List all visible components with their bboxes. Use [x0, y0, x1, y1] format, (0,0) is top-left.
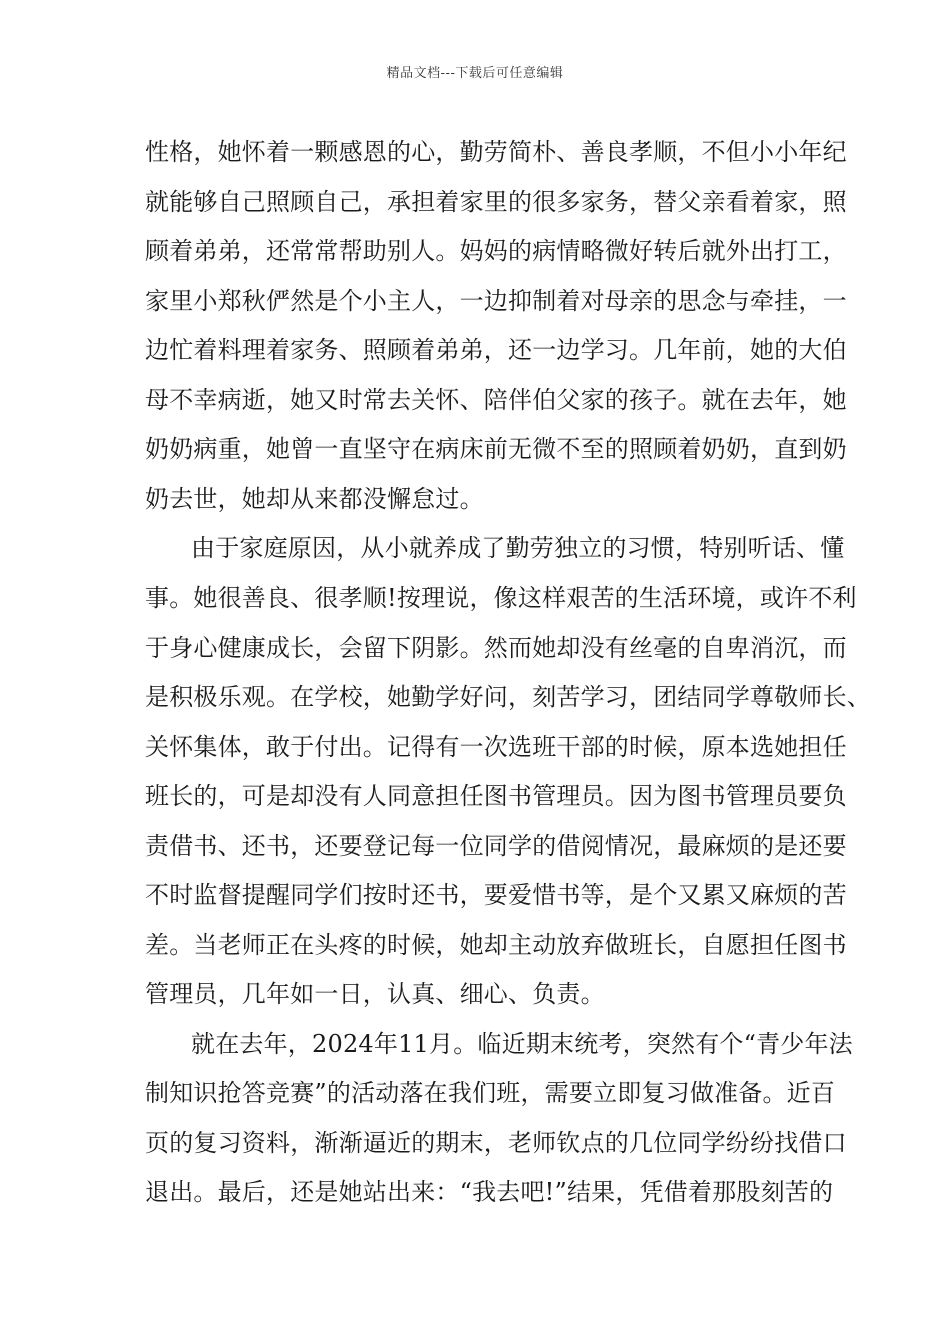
- text-line: 事。她很善良、很孝顺!按理说，像这样艰苦的生活环境，或许不利: [145, 584, 857, 612]
- text-line: 母不幸病逝，她又时常去关怀、陪伴伯父家的孩子。就在去年，她: [145, 386, 847, 414]
- text-line: 于身心健康成长，会留下阴影。然而她却没有丝毫的自卑消沉，而: [145, 634, 847, 662]
- text-line: 边忙着料理着家务、照顾着弟弟，还一边学习。几年前，她的大伯: [145, 336, 847, 364]
- paragraph-first-line: 由于家庭原因，从小就养成了勤劳独立的习惯，特别听话、懂: [191, 534, 845, 562]
- text-line: 奶奶病重，她曾一直坚守在病床前无微不至的照顾着奶奶，直到奶: [145, 435, 847, 463]
- text-line: 奶去世，她却从来都没懈怠过。: [145, 485, 484, 513]
- text-line: 不时监督提醒同学们按时还书，要爱惜书等，是个又累又麻烦的苦: [145, 881, 847, 909]
- text-line: 差。当老师正在头疼的时候，她却主动放弃做班长，自愿担任图书: [145, 931, 847, 959]
- text-line: 性格，她怀着一颗感恩的心，勤劳简朴、善良孝顺，不但小小年纪: [145, 138, 847, 166]
- page-header: 精品文档---下载后可任意编辑: [386, 66, 564, 81]
- text-line: 关怀集体，敢于付出。记得有一次选班干部的时候，原本选她担任: [145, 733, 847, 761]
- text-line: 顾着弟弟，还常常帮助别人。妈妈的病情略微好转后就外出打工，: [145, 237, 847, 265]
- text-line: 班长的，可是却没有人同意担任图书管理员。因为图书管理员要负: [145, 782, 847, 810]
- text-line: 就能够自己照顾自己，承担着家里的很多家务，替父亲看着家，照: [145, 188, 847, 216]
- paragraph-first-line: 就在去年，2024年11月。临近期末统考，突然有个“青少年法: [191, 1030, 853, 1058]
- text-line: 页的复习资料，渐渐逼近的期末，老师钦点的几位同学纷纷找借口: [145, 1129, 847, 1157]
- text-line: 管理员，几年如一日，认真、细心、负责。: [145, 980, 605, 1008]
- text-line: 是积极乐观。在学校，她勤学好问，刻苦学习，团结同学尊敬师长、: [145, 683, 871, 711]
- text-line: 制知识抢答竞赛”的活动落在我们班，需要立即复习做准备。近百: [145, 1079, 836, 1107]
- text-line: 责借书、还书，还要登记每一位同学的借阅情况，最麻烦的是还要: [145, 832, 847, 860]
- text-line: 家里小郑秋俨然是个小主人，一边抑制着对母亲的思念与牵挂，一: [145, 287, 847, 315]
- text-line: 退出。最后，还是她站出来：“我去吧!”结果，凭借着那股刻苦的: [145, 1178, 834, 1206]
